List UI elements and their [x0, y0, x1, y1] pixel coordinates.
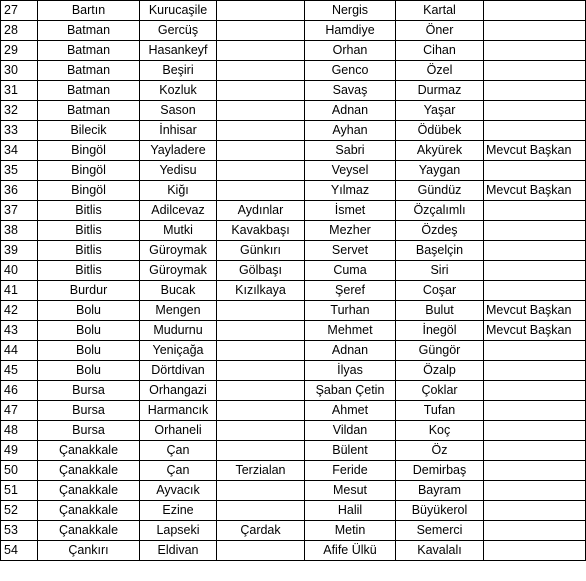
district-cell: Kiğı: [140, 181, 217, 201]
town-cell: [217, 121, 305, 141]
note-cell: [484, 101, 586, 121]
table-row: [1, 461, 586, 481]
table-row: [1, 201, 586, 221]
province-cell: Bursa: [38, 381, 140, 401]
table-row: [1, 21, 586, 41]
last-name-cell: Yaygan: [396, 161, 484, 181]
district-cell: Bucak: [140, 281, 217, 301]
district-cell: İnhisar: [140, 121, 217, 141]
first-name-cell: Vildan: [305, 421, 396, 441]
first-name-cell: Adnan: [305, 341, 396, 361]
district-cell: Lapseki: [140, 521, 217, 541]
province-cell: Batman: [38, 101, 140, 121]
row-number-cell: 30: [1, 61, 38, 81]
last-name-cell: Öner: [396, 21, 484, 41]
table-row: [1, 501, 586, 521]
note-cell: [484, 161, 586, 181]
row-number-cell: 50: [1, 461, 38, 481]
row-number-cell: 38: [1, 221, 38, 241]
note-cell: [484, 81, 586, 101]
first-name-cell: Adnan: [305, 101, 396, 121]
last-name-cell: Tufan: [396, 401, 484, 421]
first-name-cell: Mezher: [305, 221, 396, 241]
row-number-cell: 31: [1, 81, 38, 101]
province-cell: Burdur: [38, 281, 140, 301]
first-name-cell: Metin: [305, 521, 396, 541]
last-name-cell: Koç: [396, 421, 484, 441]
last-name-cell: Yaşar: [396, 101, 484, 121]
province-cell: Bursa: [38, 421, 140, 441]
province-cell: Çanakkale: [38, 521, 140, 541]
first-name-cell: Cuma: [305, 261, 396, 281]
town-cell: Aydınlar: [217, 201, 305, 221]
town-cell: [217, 161, 305, 181]
table-row: [1, 481, 586, 501]
last-name-cell: Cihan: [396, 41, 484, 61]
town-cell: Gölbaşı: [217, 261, 305, 281]
town-cell: Terzialan: [217, 461, 305, 481]
table-row: [1, 521, 586, 541]
province-cell: Batman: [38, 61, 140, 81]
first-name-cell: Genco: [305, 61, 396, 81]
town-cell: [217, 301, 305, 321]
town-cell: [217, 181, 305, 201]
row-number-cell: 35: [1, 161, 38, 181]
note-cell: [484, 201, 586, 221]
last-name-cell: Özdeş: [396, 221, 484, 241]
town-cell: [217, 421, 305, 441]
last-name-cell: Güngör: [396, 341, 484, 361]
table-row: [1, 121, 586, 141]
note-cell: [484, 61, 586, 81]
town-cell: [217, 341, 305, 361]
table-row: [1, 181, 586, 201]
blank-area: [0, 561, 586, 581]
last-name-cell: Başelçin: [396, 241, 484, 261]
province-cell: Bartın: [38, 1, 140, 21]
district-cell: Eldivan: [140, 541, 217, 561]
note-cell: [484, 281, 586, 301]
province-cell: Bitlis: [38, 221, 140, 241]
note-cell: [484, 481, 586, 501]
town-cell: [217, 381, 305, 401]
table-row: [1, 421, 586, 441]
first-name-cell: Mesut: [305, 481, 396, 501]
first-name-cell: Afife Ülkü: [305, 541, 396, 561]
province-cell: Çanakkale: [38, 481, 140, 501]
note-cell: [484, 241, 586, 261]
table-row: [1, 41, 586, 61]
town-cell: [217, 321, 305, 341]
province-cell: Çanakkale: [38, 501, 140, 521]
row-number-cell: 52: [1, 501, 38, 521]
table-row: [1, 301, 586, 321]
district-cell: Ayvacık: [140, 481, 217, 501]
last-name-cell: Semerci: [396, 521, 484, 541]
province-cell: Bolu: [38, 361, 140, 381]
last-name-cell: Özçalımlı: [396, 201, 484, 221]
last-name-cell: Durmaz: [396, 81, 484, 101]
note-cell: [484, 21, 586, 41]
town-cell: [217, 541, 305, 561]
last-name-cell: Gündüz: [396, 181, 484, 201]
note-cell: [484, 41, 586, 61]
table-row: [1, 221, 586, 241]
town-cell: [217, 401, 305, 421]
district-cell: Yayladere: [140, 141, 217, 161]
row-number-cell: 53: [1, 521, 38, 541]
province-cell: Bingöl: [38, 181, 140, 201]
row-number-cell: 33: [1, 121, 38, 141]
table-row: [1, 161, 586, 181]
row-number-cell: 49: [1, 441, 38, 461]
row-number-cell: 34: [1, 141, 38, 161]
last-name-cell: Öz: [396, 441, 484, 461]
district-cell: Orhangazi: [140, 381, 217, 401]
note-cell: [484, 1, 586, 21]
row-number-cell: 41: [1, 281, 38, 301]
town-cell: [217, 141, 305, 161]
note-cell: [484, 341, 586, 361]
first-name-cell: Sabri: [305, 141, 396, 161]
first-name-cell: Ayhan: [305, 121, 396, 141]
first-name-cell: Veysel: [305, 161, 396, 181]
district-cell: Harmancık: [140, 401, 217, 421]
district-cell: Adilcevaz: [140, 201, 217, 221]
province-cell: Bursa: [38, 401, 140, 421]
note-cell: [484, 221, 586, 241]
province-cell: Bolu: [38, 341, 140, 361]
town-cell: [217, 21, 305, 41]
table-row: [1, 241, 586, 261]
note-cell: [484, 501, 586, 521]
row-number-cell: 46: [1, 381, 38, 401]
note-cell: Mevcut Başkan: [484, 301, 586, 321]
note-cell: [484, 261, 586, 281]
first-name-cell: İsmet: [305, 201, 396, 221]
province-cell: Çanakkale: [38, 461, 140, 481]
table-row: [1, 361, 586, 381]
table-row: [1, 341, 586, 361]
province-cell: Bilecik: [38, 121, 140, 141]
last-name-cell: Büyükerol: [396, 501, 484, 521]
first-name-cell: Şaban Çetin: [305, 381, 396, 401]
first-name-cell: Yılmaz: [305, 181, 396, 201]
table-row: [1, 1, 586, 21]
note-cell: Mevcut Başkan: [484, 141, 586, 161]
first-name-cell: Halil: [305, 501, 396, 521]
table-row: [1, 261, 586, 281]
last-name-cell: Demirbaş: [396, 461, 484, 481]
row-number-cell: 37: [1, 201, 38, 221]
row-number-cell: 43: [1, 321, 38, 341]
town-cell: [217, 61, 305, 81]
row-number-cell: 32: [1, 101, 38, 121]
town-cell: [217, 481, 305, 501]
district-cell: Sason: [140, 101, 217, 121]
district-cell: Güroymak: [140, 261, 217, 281]
first-name-cell: Mehmet: [305, 321, 396, 341]
town-cell: Günkırı: [217, 241, 305, 261]
last-name-cell: Bulut: [396, 301, 484, 321]
province-cell: Bingöl: [38, 161, 140, 181]
row-number-cell: 40: [1, 261, 38, 281]
table-row: [1, 281, 586, 301]
province-cell: Bingöl: [38, 141, 140, 161]
row-number-cell: 54: [1, 541, 38, 561]
province-cell: Çanakkale: [38, 441, 140, 461]
last-name-cell: Bayram: [396, 481, 484, 501]
row-number-cell: 27: [1, 1, 38, 21]
row-number-cell: 44: [1, 341, 38, 361]
first-name-cell: Şeref: [305, 281, 396, 301]
province-cell: Batman: [38, 41, 140, 61]
last-name-cell: Siri: [396, 261, 484, 281]
district-cell: Hasankeyf: [140, 41, 217, 61]
district-cell: Ezine: [140, 501, 217, 521]
row-number-cell: 51: [1, 481, 38, 501]
town-cell: [217, 41, 305, 61]
note-cell: [484, 361, 586, 381]
last-name-cell: Kartal: [396, 1, 484, 21]
last-name-cell: Kavalalı: [396, 541, 484, 561]
district-cell: Çan: [140, 441, 217, 461]
note-cell: [484, 541, 586, 561]
town-cell: Kızılkaya: [217, 281, 305, 301]
table-row: [1, 381, 586, 401]
row-number-cell: 29: [1, 41, 38, 61]
table-row: [1, 401, 586, 421]
table-row: [1, 321, 586, 341]
first-name-cell: Bülent: [305, 441, 396, 461]
row-number-cell: 47: [1, 401, 38, 421]
row-number-cell: 48: [1, 421, 38, 441]
table-row: [1, 61, 586, 81]
first-name-cell: Feride: [305, 461, 396, 481]
first-name-cell: Hamdiye: [305, 21, 396, 41]
town-cell: [217, 101, 305, 121]
town-cell: [217, 501, 305, 521]
last-name-cell: Çoklar: [396, 381, 484, 401]
note-cell: [484, 121, 586, 141]
first-name-cell: Turhan: [305, 301, 396, 321]
first-name-cell: Orhan: [305, 41, 396, 61]
table-row: [1, 541, 586, 561]
province-cell: Batman: [38, 21, 140, 41]
last-name-cell: Özalp: [396, 361, 484, 381]
district-cell: Çan: [140, 461, 217, 481]
note-cell: [484, 381, 586, 401]
district-cell: Yedisu: [140, 161, 217, 181]
first-name-cell: İlyas: [305, 361, 396, 381]
district-cell: Kurucaşile: [140, 1, 217, 21]
first-name-cell: Servet: [305, 241, 396, 261]
town-cell: Çardak: [217, 521, 305, 541]
table-row: [1, 141, 586, 161]
note-cell: [484, 401, 586, 421]
district-cell: Mengen: [140, 301, 217, 321]
row-number-cell: 28: [1, 21, 38, 41]
town-cell: [217, 361, 305, 381]
row-number-cell: 42: [1, 301, 38, 321]
row-number-cell: 39: [1, 241, 38, 261]
district-cell: Gercüş: [140, 21, 217, 41]
town-cell: [217, 81, 305, 101]
last-name-cell: Özel: [396, 61, 484, 81]
note-cell: [484, 521, 586, 541]
province-cell: Bitlis: [38, 261, 140, 281]
table-body: [1, 1, 586, 561]
note-cell: Mevcut Başkan: [484, 321, 586, 341]
town-cell: Kavakbaşı: [217, 221, 305, 241]
table-row: [1, 81, 586, 101]
province-cell: Batman: [38, 81, 140, 101]
note-cell: Mevcut Başkan: [484, 181, 586, 201]
last-name-cell: Akyürek: [396, 141, 484, 161]
table-row: [1, 441, 586, 461]
district-cell: Orhaneli: [140, 421, 217, 441]
district-cell: Mutki: [140, 221, 217, 241]
province-cell: Bolu: [38, 321, 140, 341]
first-name-cell: Nergis: [305, 1, 396, 21]
last-name-cell: Coşar: [396, 281, 484, 301]
last-name-cell: Ödübek: [396, 121, 484, 141]
note-cell: [484, 421, 586, 441]
row-number-cell: 36: [1, 181, 38, 201]
province-cell: Bitlis: [38, 201, 140, 221]
province-cell: Bolu: [38, 301, 140, 321]
province-cell: Bitlis: [38, 241, 140, 261]
note-cell: [484, 441, 586, 461]
row-number-cell: 45: [1, 361, 38, 381]
last-name-cell: İnegöl: [396, 321, 484, 341]
first-name-cell: Savaş: [305, 81, 396, 101]
town-cell: [217, 1, 305, 21]
first-name-cell: Ahmet: [305, 401, 396, 421]
district-cell: Yeniçağa: [140, 341, 217, 361]
province-cell: Çankırı: [38, 541, 140, 561]
district-cell: Beşiri: [140, 61, 217, 81]
note-cell: [484, 461, 586, 481]
district-cell: Güroymak: [140, 241, 217, 261]
table-row: [1, 101, 586, 121]
district-cell: Kozluk: [140, 81, 217, 101]
district-cell: Mudurnu: [140, 321, 217, 341]
district-cell: Dörtdivan: [140, 361, 217, 381]
town-cell: [217, 441, 305, 461]
